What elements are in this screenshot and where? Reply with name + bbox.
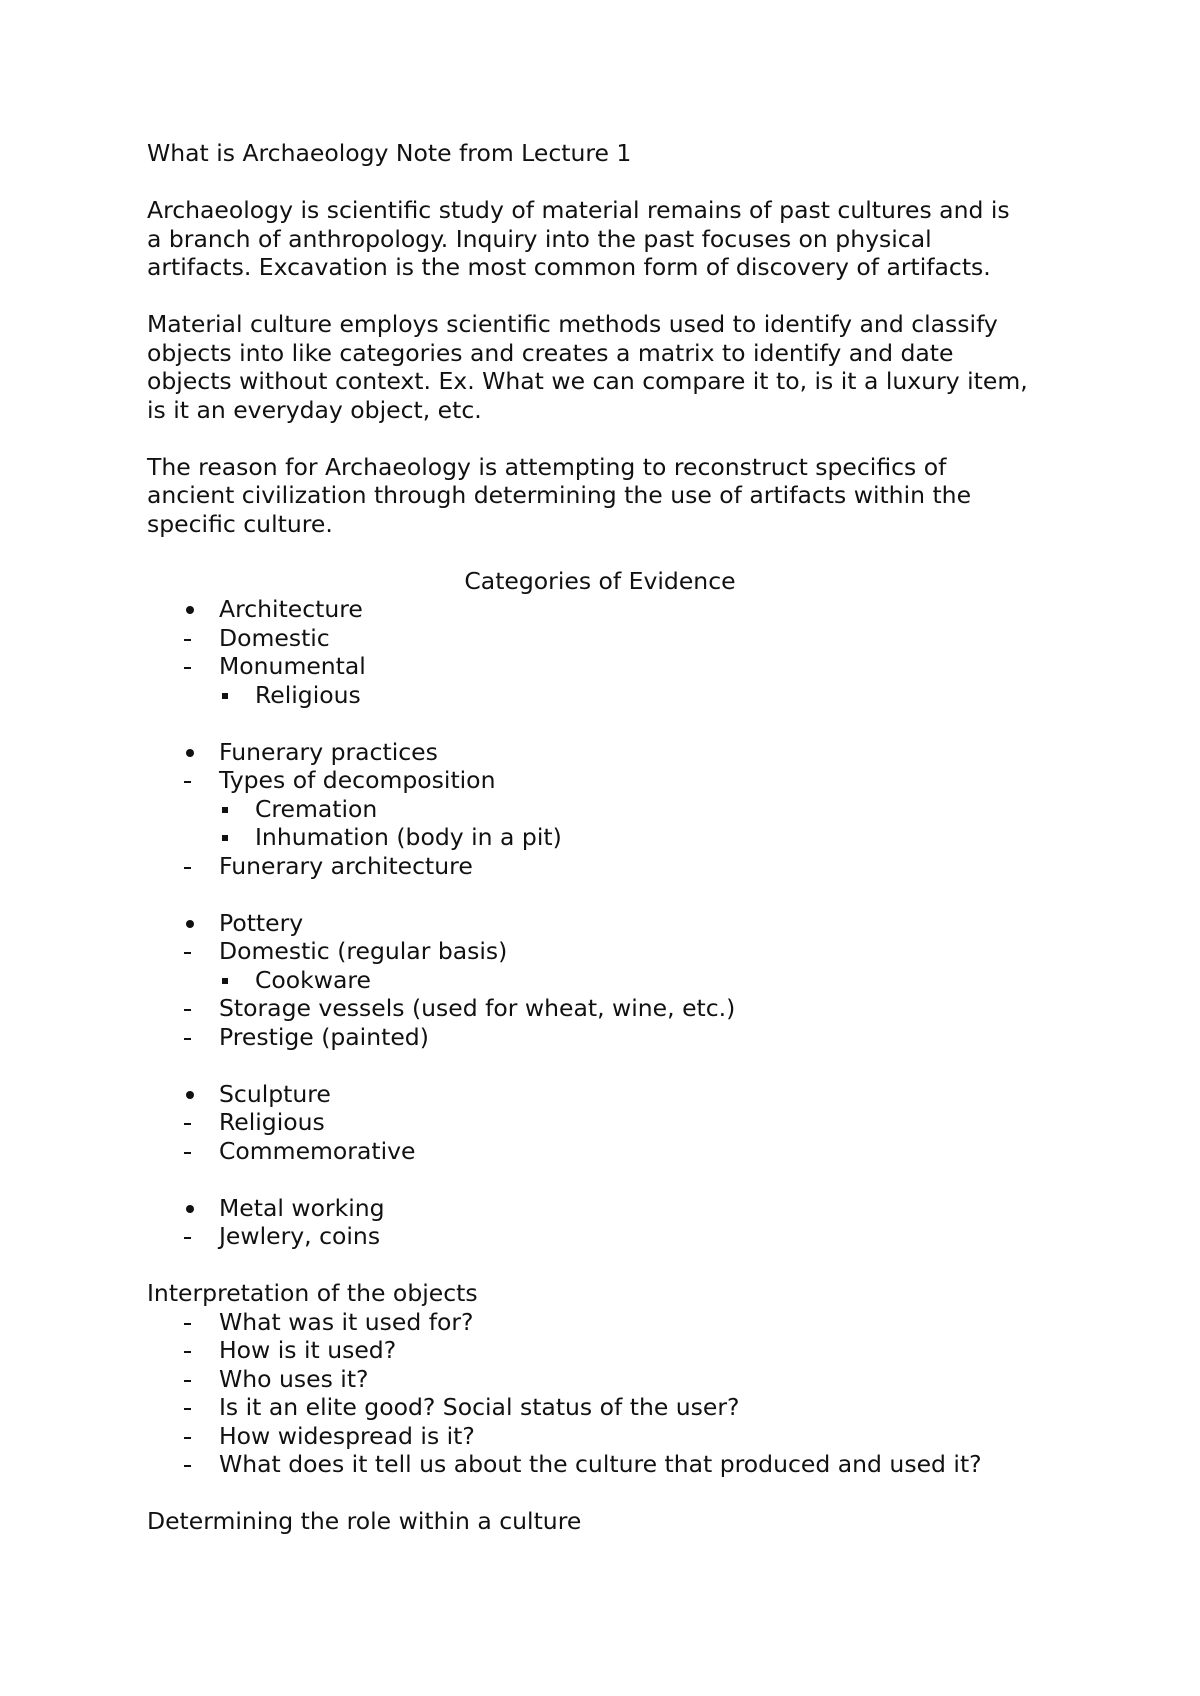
question-item <box>147 1450 1077 1479</box>
sub-sub-item <box>147 823 1077 852</box>
sub-item <box>147 937 1077 966</box>
sub-sub-item <box>147 795 1077 824</box>
categories-heading: Categories of Evidence <box>464 566 736 595</box>
dash-bullet-icon <box>184 1009 191 1011</box>
question-item <box>147 1422 1077 1451</box>
bullet-dot-icon <box>186 1205 194 1213</box>
sub-sub-item-label: Inhumation (body in a pit) <box>255 823 562 851</box>
dash-bullet-icon <box>184 1437 191 1439</box>
sub-sub-item-label: Cookware <box>255 965 371 994</box>
list-item-funerary <box>147 738 1077 767</box>
sub-item-label: Jewlery, coins <box>219 1222 381 1250</box>
paragraph-reason <box>147 453 1077 539</box>
list-item-label: Sculpture <box>219 1079 331 1108</box>
document-title: What is Archaeology Note from Lecture 1 <box>147 139 632 167</box>
dash-bullet-icon <box>184 867 191 869</box>
sub-item-label: Domestic (regular basis) <box>219 937 508 965</box>
dash-bullet-icon <box>184 639 191 641</box>
question-label: What was it used for? <box>219 1307 474 1336</box>
list-item-metal-working <box>147 1194 1077 1223</box>
sub-item <box>147 1222 1077 1251</box>
question-label: How widespread is it? <box>219 1421 475 1450</box>
paragraph-line: artifacts. Excavation is the most common form of discovery of artifacts. <box>147 253 991 281</box>
bullet-dot-icon <box>186 1091 194 1099</box>
bullet-dot-icon <box>186 749 194 757</box>
sub-item-label: Prestige (painted) <box>219 1022 429 1051</box>
spacer <box>147 1251 1077 1280</box>
spacer <box>147 168 1077 197</box>
sub-item-label: Domestic <box>219 623 330 652</box>
paragraph-line: a branch of anthropology. Inquiry into the past focuses on physical <box>147 224 932 253</box>
list-item-label: Funerary practices <box>219 737 438 766</box>
document-page <box>147 139 1077 1536</box>
list-item-architecture <box>147 595 1077 624</box>
spacer <box>147 1051 1077 1080</box>
sub-item <box>147 624 1077 653</box>
sub-item-label: Funerary architecture <box>219 851 473 880</box>
square-bullet-icon <box>222 807 228 813</box>
list-item-label: Pottery <box>219 908 304 937</box>
spacer <box>147 538 1077 567</box>
sub-item <box>147 1023 1077 1052</box>
sub-sub-item-label: Cremation <box>255 794 378 823</box>
list-item-pottery <box>147 909 1077 938</box>
paragraph-line: Archaeology is scientific study of material remains of past cultures and is <box>147 196 1010 224</box>
question-label: What does it tell us about the culture that produced and used it? <box>219 1450 982 1478</box>
sub-item <box>147 652 1077 681</box>
dash-bullet-icon <box>184 1408 191 1410</box>
interpretation-heading: Interpretation of the objects <box>147 1279 478 1307</box>
paragraph-line: objects into like categories and creates a matrix to identify and date <box>147 338 954 367</box>
sub-item-label: Religious <box>219 1108 325 1136</box>
square-bullet-icon <box>222 835 228 841</box>
square-bullet-icon <box>222 978 228 984</box>
dash-bullet-icon <box>184 1323 191 1325</box>
spacer <box>147 424 1077 453</box>
bullet-dot-icon <box>186 920 194 928</box>
spacer <box>147 709 1077 738</box>
paragraph-line: ancient civilization through determining the use of artifacts within the <box>147 481 972 509</box>
list-item-label: Architecture <box>219 595 363 623</box>
sub-sub-item-label: Religious <box>255 680 361 709</box>
question-label: How is it used? <box>219 1336 397 1364</box>
paragraph-line: objects without context. Ex. What we can compare it to, is it a luxury item, <box>147 367 1028 395</box>
paragraph-line: is it an everyday object, etc. <box>147 395 482 424</box>
dash-bullet-icon <box>184 1465 191 1467</box>
dash-bullet-icon <box>184 1123 191 1125</box>
sub-sub-item <box>147 966 1077 995</box>
dash-bullet-icon <box>184 1380 191 1382</box>
question-label: Is it an elite good? Social status of the user? <box>219 1393 740 1421</box>
dash-bullet-icon <box>184 1152 191 1154</box>
sub-item <box>147 766 1077 795</box>
paragraph-definition <box>147 196 1077 282</box>
sub-item-label: Storage vessels (used for wheat, wine, etc.) <box>219 994 736 1022</box>
spacer <box>147 880 1077 909</box>
dash-bullet-icon <box>184 667 191 669</box>
spacer <box>147 1165 1077 1194</box>
spacer <box>147 1479 1077 1508</box>
paragraph-line: The reason for Archaeology is attempting to reconstruct specifics of <box>147 452 947 481</box>
sub-item <box>147 1108 1077 1137</box>
sub-item-label: Commemorative <box>219 1136 416 1165</box>
list-item-sculpture <box>147 1080 1077 1109</box>
sub-item-label: Monumental <box>219 652 366 680</box>
bullet-dot-icon <box>186 606 194 614</box>
paragraph-material-culture <box>147 310 1077 424</box>
spacer <box>147 282 1077 311</box>
dash-bullet-icon <box>184 781 191 783</box>
question-label: Who uses it? <box>219 1364 369 1393</box>
dash-bullet-icon <box>184 1038 191 1040</box>
sub-sub-item <box>147 681 1077 710</box>
sub-item <box>147 852 1077 881</box>
dash-bullet-icon <box>184 1237 191 1239</box>
dash-bullet-icon <box>184 952 191 954</box>
sub-item-label: Types of decomposition <box>219 766 496 794</box>
question-item <box>147 1336 1077 1365</box>
square-bullet-icon <box>222 693 228 699</box>
paragraph-line: specific culture. <box>147 509 333 538</box>
question-item <box>147 1308 1077 1337</box>
question-item <box>147 1393 1077 1422</box>
sub-item <box>147 994 1077 1023</box>
question-item <box>147 1365 1077 1394</box>
list-item-label: Metal working <box>219 1193 385 1222</box>
paragraph-line: Material culture employs scientific methods used to identify and classify <box>147 310 998 338</box>
sub-item <box>147 1137 1077 1166</box>
dash-bullet-icon <box>184 1351 191 1353</box>
role-heading: Determining the role within a culture <box>147 1507 582 1535</box>
